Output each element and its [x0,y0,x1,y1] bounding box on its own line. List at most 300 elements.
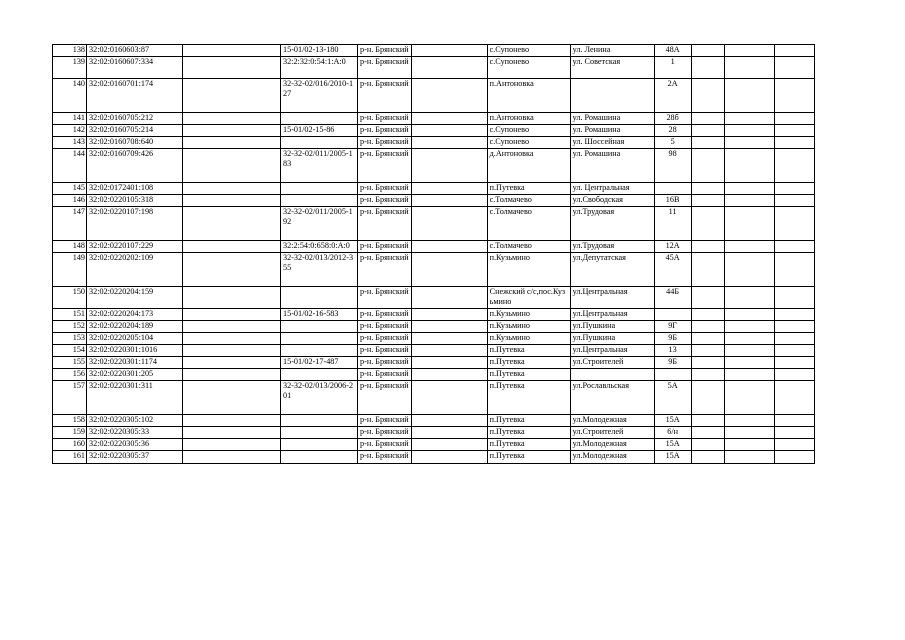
house-number: 98 [654,149,691,183]
registration-number: 32:2:54:0:658:0:А:0 [281,241,358,253]
registration-number: 32:2:32:0:54:1:А:0 [281,57,358,79]
locality: п.Кузьмино [487,309,570,321]
table-row [53,357,815,369]
street [570,369,654,381]
row-number: 147 [53,207,87,241]
district: р-н. Брянский [358,113,412,125]
district: р-н. Брянский [358,427,412,439]
district: р-н. Брянский [358,357,412,369]
empty-cell [411,195,487,207]
locality: п.Путевка [487,427,570,439]
empty-cell [724,415,774,427]
locality: п.Путевка [487,357,570,369]
empty-cell [411,321,487,333]
house-number: 28 [654,125,691,137]
empty-cell [183,57,281,79]
registration-number [281,195,358,207]
empty-cell [183,381,281,415]
cadastral-number: 32:02:0160705:214 [87,125,183,137]
empty-cell [411,333,487,345]
empty-cell [411,439,487,451]
empty-cell [691,183,724,195]
house-number: 45А [654,253,691,287]
locality: п.Путевка [487,345,570,357]
cadastral-number: 32:02:0220305:37 [87,451,183,464]
empty-cell [774,207,814,241]
empty-cell [724,309,774,321]
cadastral-number: 32:02:0220301:1174 [87,357,183,369]
district: р-н. Брянский [358,207,412,241]
row-number: 151 [53,309,87,321]
empty-cell [724,451,774,464]
table-row [53,125,815,137]
table-row [53,79,815,113]
district: р-н. Брянский [358,183,412,195]
row-number: 156 [53,369,87,381]
empty-cell [183,415,281,427]
street: ул. Ромашина [570,149,654,183]
registration-number [281,415,358,427]
street: ул.Пушкина [570,333,654,345]
empty-cell [724,287,774,309]
house-number: 15А [654,415,691,427]
house-number: 15А [654,451,691,464]
empty-cell [774,287,814,309]
empty-cell [724,427,774,439]
house-number: 9Г [654,321,691,333]
empty-cell [774,125,814,137]
house-number: 12А [654,241,691,253]
registration-number: 15-01/02-17-487 [281,357,358,369]
registration-number [281,333,358,345]
table-row [53,45,815,57]
empty-cell [724,333,774,345]
empty-cell [183,125,281,137]
house-number: 5А [654,381,691,415]
empty-cell [691,439,724,451]
table-row [53,333,815,345]
row-number: 138 [53,45,87,57]
district: р-н. Брянский [358,333,412,345]
empty-cell [183,195,281,207]
empty-cell [691,287,724,309]
empty-cell [724,357,774,369]
locality: п.Антоновка [487,79,570,113]
street: ул. Шоссейная [570,137,654,149]
table-row [53,451,815,464]
locality: с.Супонево [487,125,570,137]
house-number: 6/н [654,427,691,439]
row-number: 146 [53,195,87,207]
empty-cell [774,57,814,79]
table-row [53,369,815,381]
empty-cell [183,79,281,113]
cadastral-number: 32:02:0160709:426 [87,149,183,183]
table-row [53,253,815,287]
row-number: 142 [53,125,87,137]
empty-cell [411,79,487,113]
street: ул.Молодежная [570,439,654,451]
cadastral-number: 32:02:0220305:33 [87,427,183,439]
property-register-table [52,44,815,464]
registration-number [281,113,358,125]
empty-cell [774,79,814,113]
cadastral-number: 32:02:0220305:36 [87,439,183,451]
locality: Снежский с/с,пос.Кузьмино [487,287,570,309]
empty-cell [183,451,281,464]
empty-cell [724,345,774,357]
house-number: 11 [654,207,691,241]
row-number: 145 [53,183,87,195]
row-number: 159 [53,427,87,439]
empty-cell [691,79,724,113]
empty-cell [691,369,724,381]
district: р-н. Брянский [358,369,412,381]
row-number: 150 [53,287,87,309]
street: ул.Центральная [570,345,654,357]
cadastral-number: 32:02:0220301:1016 [87,345,183,357]
locality: п.Кузьмино [487,333,570,345]
house-number: 13 [654,345,691,357]
street [570,79,654,113]
registration-number: 32-32-02/011/2005-192 [281,207,358,241]
row-number: 161 [53,451,87,464]
empty-cell [724,369,774,381]
locality: п.Путевка [487,183,570,195]
empty-cell [183,45,281,57]
empty-cell [691,113,724,125]
empty-cell [183,137,281,149]
registration-number [281,321,358,333]
locality: с.Толмачево [487,195,570,207]
row-number: 148 [53,241,87,253]
row-number: 144 [53,149,87,183]
empty-cell [183,253,281,287]
empty-cell [691,333,724,345]
table-row [53,287,815,309]
row-number: 155 [53,357,87,369]
table-row [53,439,815,451]
empty-cell [774,149,814,183]
empty-cell [724,125,774,137]
cadastral-number: 32:02:0160708:640 [87,137,183,149]
registration-number: 32-32-02/011/2005-183 [281,149,358,183]
house-number [654,309,691,321]
district: р-н. Брянский [358,287,412,309]
row-number: 152 [53,321,87,333]
empty-cell [411,113,487,125]
cadastral-number: 32:02:0220107:198 [87,207,183,241]
cadastral-number: 32:02:0220305:102 [87,415,183,427]
registration-number [281,137,358,149]
house-number: 44Б [654,287,691,309]
empty-cell [774,369,814,381]
empty-cell [724,321,774,333]
empty-cell [774,241,814,253]
table-row [53,427,815,439]
empty-cell [183,113,281,125]
empty-cell [724,207,774,241]
district: р-н. Брянский [358,381,412,415]
street: ул.Центральная [570,287,654,309]
registration-number [281,183,358,195]
registration-number [281,345,358,357]
empty-cell [183,207,281,241]
street: ул. Ромашина [570,113,654,125]
cadastral-number: 32:02:0220204:189 [87,321,183,333]
street: ул.Свободская [570,195,654,207]
row-number: 143 [53,137,87,149]
empty-cell [774,309,814,321]
house-number [654,369,691,381]
cadastral-number: 32:02:0160705:212 [87,113,183,125]
locality: с.Толмачево [487,207,570,241]
registration-number [281,287,358,309]
table-row [53,195,815,207]
district: р-н. Брянский [358,309,412,321]
empty-cell [691,241,724,253]
empty-cell [774,451,814,464]
empty-cell [183,369,281,381]
cadastral-number: 32:02:0160603:87 [87,45,183,57]
empty-cell [411,369,487,381]
empty-cell [183,183,281,195]
empty-cell [691,125,724,137]
locality: п.Кузьмино [487,321,570,333]
empty-cell [691,451,724,464]
empty-cell [411,57,487,79]
registration-number: 15-01/02-16-583 [281,309,358,321]
street: ул.Строителей [570,427,654,439]
empty-cell [691,195,724,207]
empty-cell [691,381,724,415]
empty-cell [774,427,814,439]
house-number: 15А [654,439,691,451]
row-number: 157 [53,381,87,415]
street: ул.Рославльская [570,381,654,415]
empty-cell [691,137,724,149]
empty-cell [724,439,774,451]
cadastral-number: 32:02:0220202:109 [87,253,183,287]
street: ул. Ленина [570,45,654,57]
locality: с.Супонево [487,57,570,79]
empty-cell [691,207,724,241]
locality: п.Путевка [487,439,570,451]
empty-cell [774,195,814,207]
registration-number: 32-32-02/013/2006-201 [281,381,358,415]
district: р-н. Брянский [358,195,412,207]
empty-cell [411,241,487,253]
empty-cell [411,287,487,309]
registration-number: 15-01/02-15-86 [281,125,358,137]
house-number: 9Б [654,333,691,345]
empty-cell [691,427,724,439]
cadastral-number: 32:02:0220301:205 [87,369,183,381]
empty-cell [183,321,281,333]
house-number: 2А [654,79,691,113]
empty-cell [724,183,774,195]
street: ул.Строителей [570,357,654,369]
registration-number [281,439,358,451]
locality: с.Супонево [487,137,570,149]
cadastral-number: 32:02:0220205:104 [87,333,183,345]
empty-cell [411,253,487,287]
empty-cell [691,253,724,287]
cadastral-number: 32:02:0160607:334 [87,57,183,79]
district: р-н. Брянский [358,125,412,137]
empty-cell [774,321,814,333]
empty-cell [183,345,281,357]
district: р-н. Брянский [358,149,412,183]
table-row [53,381,815,415]
empty-cell [411,415,487,427]
cadastral-number: 32:02:0220204:159 [87,287,183,309]
empty-cell [724,241,774,253]
district: р-н. Брянский [358,451,412,464]
street: ул.Трудовая [570,207,654,241]
table-row [53,241,815,253]
empty-cell [724,79,774,113]
empty-cell [411,183,487,195]
empty-cell [411,149,487,183]
house-number: 28б [654,113,691,125]
registration-number: 32-32-02/016/2010-127 [281,79,358,113]
empty-cell [691,57,724,79]
empty-cell [183,439,281,451]
table-row [53,207,815,241]
empty-cell [411,357,487,369]
row-number: 153 [53,333,87,345]
empty-cell [691,149,724,183]
empty-cell [691,415,724,427]
table-row [53,183,815,195]
cadastral-number: 32:02:0220107:229 [87,241,183,253]
cadastral-number: 32:02:0160701:174 [87,79,183,113]
empty-cell [411,309,487,321]
house-number [654,183,691,195]
empty-cell [691,45,724,57]
district: р-н. Брянский [358,241,412,253]
empty-cell [183,357,281,369]
empty-cell [774,45,814,57]
empty-cell [183,333,281,345]
registration-number: 15-01/02-13-180 [281,45,358,57]
house-number: 9Б [654,357,691,369]
empty-cell [183,427,281,439]
locality: п.Антоновка [487,113,570,125]
locality: п.Путевка [487,451,570,464]
empty-cell [411,125,487,137]
house-number: 16В [654,195,691,207]
street: ул. Центральная [570,183,654,195]
street: ул.Молодежная [570,415,654,427]
registration-number [281,451,358,464]
street: ул. Ромашина [570,125,654,137]
empty-cell [691,357,724,369]
street: ул.Молодежная [570,451,654,464]
empty-cell [411,427,487,439]
row-number: 149 [53,253,87,287]
row-number: 154 [53,345,87,357]
street: ул.Центральная [570,309,654,321]
empty-cell [411,451,487,464]
empty-cell [774,345,814,357]
district: р-н. Брянский [358,253,412,287]
empty-cell [724,45,774,57]
empty-cell [691,309,724,321]
empty-cell [411,45,487,57]
empty-cell [774,381,814,415]
cadastral-number: 32:02:0220105:318 [87,195,183,207]
cadastral-number: 32:02:0172401:108 [87,183,183,195]
table-row [53,321,815,333]
empty-cell [183,309,281,321]
empty-cell [411,137,487,149]
locality: п.Путевка [487,369,570,381]
house-number: 1 [654,57,691,79]
district: р-н. Брянский [358,415,412,427]
empty-cell [724,113,774,125]
row-number: 140 [53,79,87,113]
district: р-н. Брянский [358,45,412,57]
row-number: 158 [53,415,87,427]
table-row [53,149,815,183]
empty-cell [774,113,814,125]
district: р-н. Брянский [358,79,412,113]
district: р-н. Брянский [358,345,412,357]
district: р-н. Брянский [358,439,412,451]
empty-cell [774,357,814,369]
empty-cell [183,149,281,183]
empty-cell [724,57,774,79]
street: ул.Пушкина [570,321,654,333]
street: ул. Советская [570,57,654,79]
locality: с.Толмачево [487,241,570,253]
row-number: 141 [53,113,87,125]
empty-cell [411,345,487,357]
registration-number [281,427,358,439]
house-number: 48А [654,45,691,57]
table-row [53,57,815,79]
empty-cell [774,183,814,195]
locality: п.Путевка [487,381,570,415]
district: р-н. Брянский [358,137,412,149]
registration-number [281,369,358,381]
empty-cell [411,381,487,415]
street: ул.Трудовая [570,241,654,253]
table-row [53,137,815,149]
locality: п.Путевка [487,415,570,427]
empty-cell [724,253,774,287]
empty-cell [724,137,774,149]
empty-cell [774,253,814,287]
district: р-н. Брянский [358,321,412,333]
table-row [53,415,815,427]
empty-cell [724,381,774,415]
table-row [53,345,815,357]
empty-cell [691,345,724,357]
empty-cell [183,287,281,309]
house-number: 5 [654,137,691,149]
empty-cell [774,439,814,451]
registration-number: 32-32-02/013/2012-355 [281,253,358,287]
empty-cell [411,207,487,241]
empty-cell [183,241,281,253]
locality: с.Супонево [487,45,570,57]
empty-cell [774,137,814,149]
row-number: 139 [53,57,87,79]
locality: д.Антоновка [487,149,570,183]
